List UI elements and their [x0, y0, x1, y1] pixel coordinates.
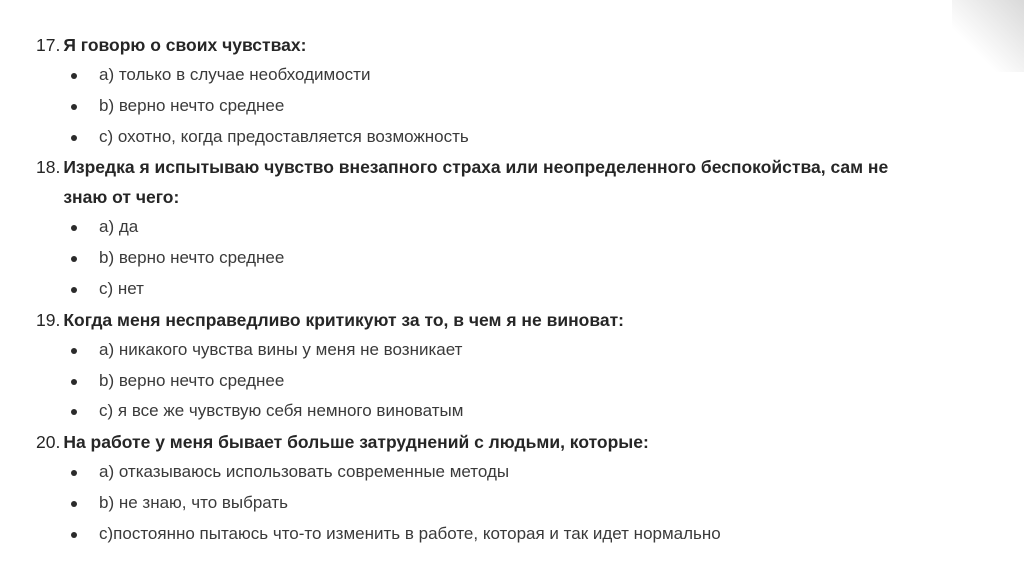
answer-option-b	[36, 243, 996, 274]
bullet-icon	[71, 287, 77, 293]
answer-list	[36, 457, 996, 549]
question-text: Когда меня несправедливо критикуют за то, в чем я не виноват:	[63, 309, 625, 330]
bullet-icon	[71, 225, 77, 231]
answer-list	[36, 335, 996, 427]
answer-text: a) никакого чувства вины у меня не возникает	[99, 339, 463, 359]
answer-option-c	[36, 274, 996, 305]
question-text: Я говорю о своих чувствах:	[63, 35, 307, 55]
question-17	[36, 30, 996, 152]
answer-option-a	[36, 60, 996, 91]
answer-text: a) да	[99, 217, 139, 237]
question-number: 17.	[36, 35, 61, 55]
answer-text: b) верно нечто среднее	[99, 370, 285, 390]
questionnaire	[36, 30, 996, 550]
answer-option-a	[36, 212, 996, 243]
question-text: Изредка я испытываю чувство внезапного страха или неопределенного беспокойства, сам не знаю от чего:	[63, 157, 889, 208]
question-18	[36, 152, 996, 304]
bullet-icon	[71, 532, 77, 538]
question-20	[36, 427, 996, 549]
bullet-icon	[71, 104, 77, 110]
bullet-icon	[71, 379, 77, 385]
answer-list	[36, 212, 996, 304]
question-19	[36, 305, 996, 427]
answer-option-b	[36, 91, 996, 122]
question-number: 18.	[36, 157, 61, 178]
answer-text: c) охотно, когда предоставляется возможность	[99, 126, 469, 146]
answer-text: c) я все же чувствую себя немного виноватым	[99, 401, 464, 421]
answer-option-c	[36, 122, 996, 153]
question-heading	[36, 427, 996, 457]
answer-option-b	[36, 488, 996, 519]
bullet-icon	[71, 135, 77, 141]
question-number: 20.	[36, 432, 61, 453]
answer-option-b	[36, 366, 996, 397]
answer-text: a) отказываюсь использовать современные методы	[99, 462, 510, 482]
bullet-icon	[71, 256, 77, 262]
bullet-icon	[71, 409, 77, 415]
answer-text: b) верно нечто среднее	[99, 248, 285, 268]
answer-text: c)постоянно пытаюсь что-то изменить в работе, которая и так идет нормально	[99, 523, 721, 543]
bullet-icon	[71, 73, 77, 79]
answer-text: b) не знаю, что выбрать	[99, 492, 289, 512]
answer-option-c	[36, 519, 996, 550]
bullet-icon	[71, 501, 77, 507]
question-heading	[36, 30, 996, 60]
answer-option-a	[36, 457, 996, 488]
answer-option-c	[36, 396, 996, 427]
answer-option-a	[36, 335, 996, 366]
bullet-icon	[71, 470, 77, 476]
answer-text: b) верно нечто среднее	[99, 95, 285, 115]
answer-list	[36, 60, 996, 152]
question-heading	[36, 152, 996, 212]
bullet-icon	[71, 348, 77, 354]
question-number: 19.	[36, 309, 61, 330]
answer-text: c) нет	[99, 278, 144, 298]
question-text: На работе у меня бывает больше затруднений с людьми, которые:	[63, 432, 649, 453]
answer-text: a) только в случае необходимости	[99, 65, 371, 84]
question-heading	[36, 305, 996, 335]
